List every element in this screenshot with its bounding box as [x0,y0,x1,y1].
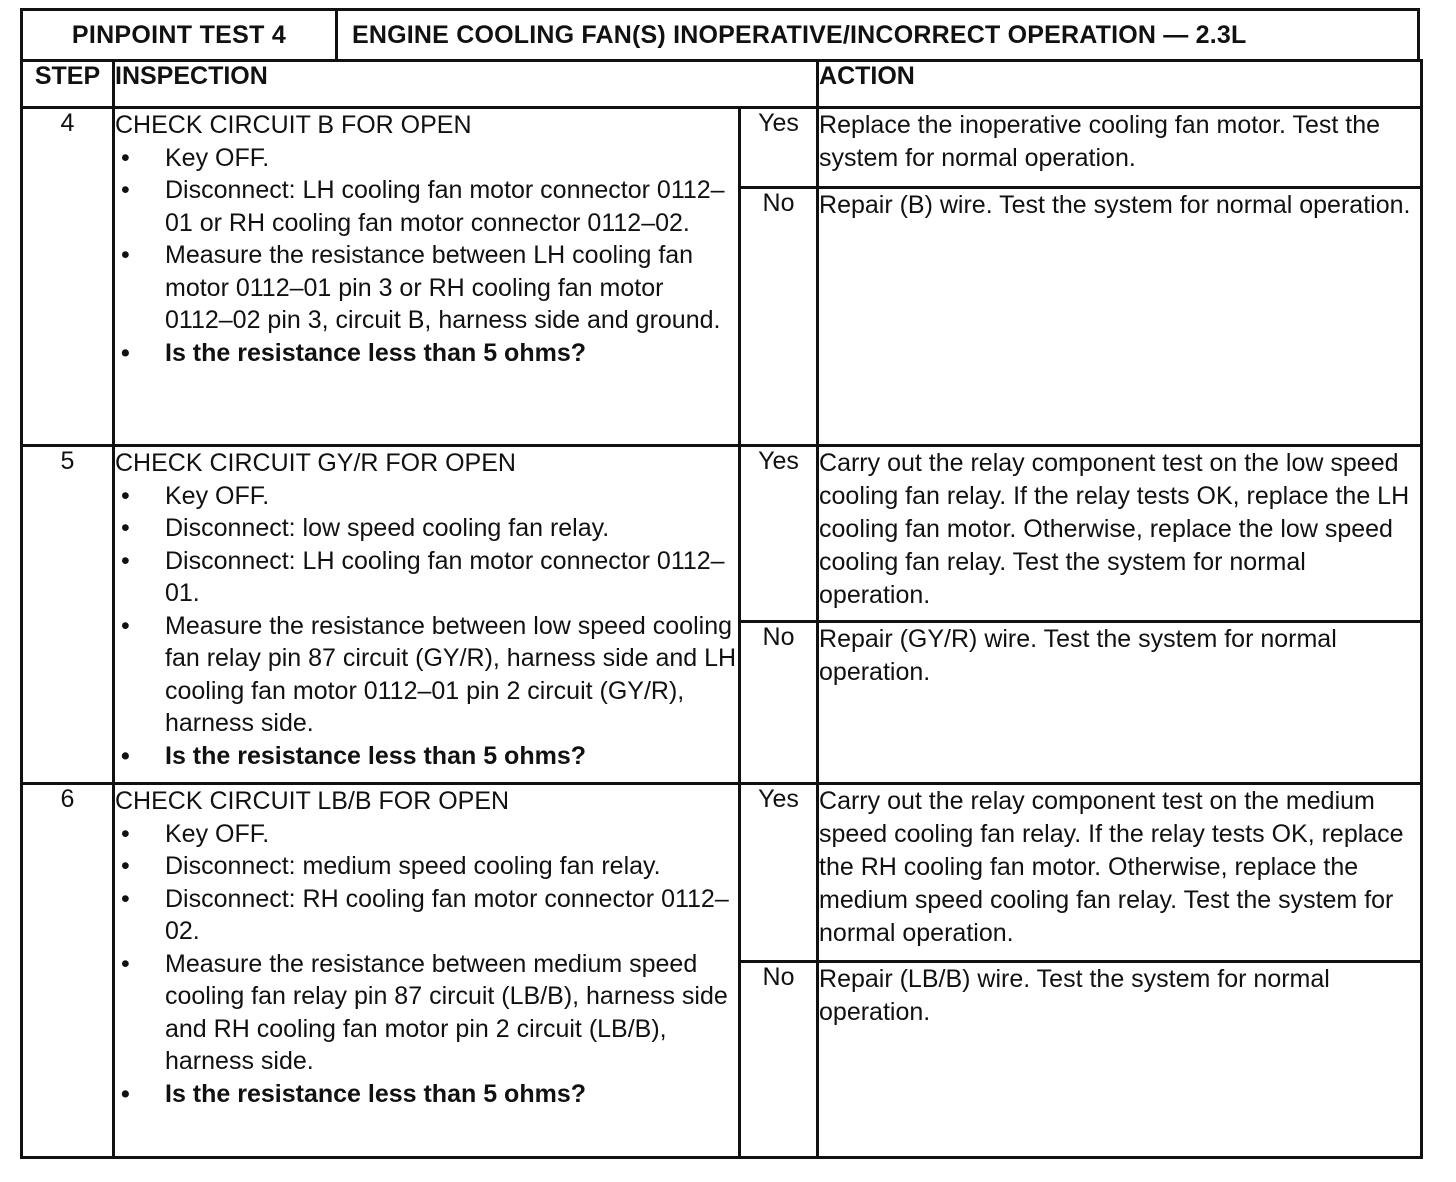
inspection-bullet [115,512,738,545]
bullet-text: Disconnect: RH cooling fan motor connector 0112–02. [165,884,729,945]
bullet-icon: • [121,241,130,269]
inspection-question [115,740,738,773]
bullet-icon: • [121,611,130,640]
inspection-list [115,480,738,773]
inspection-bullet [115,545,738,610]
inspection-bullet [115,239,738,337]
yes-label: Yes [740,108,818,188]
step-number: 6 [22,784,114,1158]
bullet-text: Measure the resistance between LH cooling fan motor 0112–01 pin 3 or RH cooling fan motor 0112–02 pin 3, circuit B, harness side and ground. [165,241,721,334]
step-inspection [114,446,740,784]
bullet-text: Measure the resistance between low speed cooling fan relay pin 87 circuit (GY/R), harness side and LH cooling fan motor 0112–01 pin 2 circuit (GY/R), harness side. [165,611,737,737]
inspection-bullet [115,610,738,740]
inspection-bullet [115,948,738,1078]
check-heading: CHECK CIRCUIT B FOR OPEN [115,111,472,139]
check-heading: CHECK CIRCUIT GY/R FOR OPEN [115,449,516,477]
inspection-question [115,337,738,370]
header-action: ACTION [818,61,1422,108]
inspection-list [115,142,738,370]
step-inspection [114,108,740,446]
test-label: PINPOINT TEST 4 [23,11,338,59]
question-text: Is the resistance less than 5 ohms? [165,338,586,367]
bullet-text: Disconnect: LH cooling fan motor connector 0112–01. [165,546,725,607]
header-step: STEP [22,61,114,108]
inspection-list [115,818,738,1111]
bullet-icon: • [121,176,130,204]
yes-label: Yes [740,784,818,962]
bullet-icon: • [121,852,130,880]
question-text: Is the resistance less than 5 ohms? [165,741,586,770]
bullet-text: Key OFF. [165,143,270,172]
yes-label: Yes [740,446,818,622]
step-number: 5 [22,446,114,784]
step-row-yes [22,108,1422,188]
step-row-yes [22,446,1422,622]
check-heading: CHECK CIRCUIT LB/B FOR OPEN [115,787,510,815]
bullet-icon: • [121,819,130,848]
step-number: 4 [22,108,114,446]
bullet-icon: • [121,546,130,575]
yes-action: Carry out the relay component test on the low speed cooling fan relay. If the relay tests OK, replace the LH cooling fan motor. Otherwise, replace the low speed cooling fan relay. Test the system for normal operation. [818,446,1422,622]
bullet-text: Key OFF. [165,819,270,848]
bullet-text: Key OFF. [165,481,270,510]
bullet-icon: • [121,884,130,913]
bullet-text: Disconnect: LH cooling fan motor connector 0112–01 or RH cooling fan motor connector 0112–02. [165,176,725,237]
inspection-bullet [115,480,738,513]
inspection-bullet [115,883,738,948]
title-bar [20,8,1420,59]
bullet-icon: • [121,949,130,978]
pinpoint-table [20,59,1423,1159]
no-label: No [740,962,818,1158]
header-inspection: INSPECTION [114,61,818,108]
pinpoint-test-sheet [20,8,1420,1159]
header-row [22,61,1422,108]
inspection-bullet [115,142,738,175]
bullet-icon: • [121,741,130,770]
bullet-icon: • [121,481,130,510]
bullet-icon: • [121,1079,130,1108]
test-name: ENGINE COOLING FAN(S) INOPERATIVE/INCORRECT OPERATION — 2.3L [352,20,1247,49]
yes-action: Carry out the relay component test on the medium speed cooling fan relay. If the relay tests OK, replace the RH cooling fan motor. Otherwise, replace the medium speed cooling fan relay. Test the system for normal operation. [818,784,1422,962]
inspection-bullet [115,174,738,239]
step-row-yes [22,784,1422,962]
bullet-icon: • [121,143,130,172]
inspection-bullet [115,850,738,883]
bullet-text: Measure the resistance between medium speed cooling fan relay pin 87 circuit (LB/B), harness side and RH cooling fan motor pin 2 circuit (LB/B), harness side. [165,949,728,1075]
inspection-bullet [115,818,738,851]
bullet-icon: • [121,514,130,542]
no-label: No [740,622,818,784]
step-inspection [114,784,740,1158]
no-label: No [740,188,818,446]
no-action: Repair (GY/R) wire. Test the system for normal operation. [818,622,1422,784]
question-text: Is the resistance less than 5 ohms? [165,1079,586,1108]
inspection-question [115,1078,738,1111]
bullet-text: Disconnect: low speed cooling fan relay. [165,514,610,542]
bullet-text: Disconnect: medium speed cooling fan relay. [165,852,661,880]
bullet-icon: • [121,338,130,367]
no-action: Repair (B) wire. Test the system for normal operation. [818,188,1422,446]
no-action: Repair (LB/B) wire. Test the system for normal operation. [818,962,1422,1158]
yes-action: Replace the inoperative cooling fan motor. Test the system for normal operation. [818,108,1422,188]
